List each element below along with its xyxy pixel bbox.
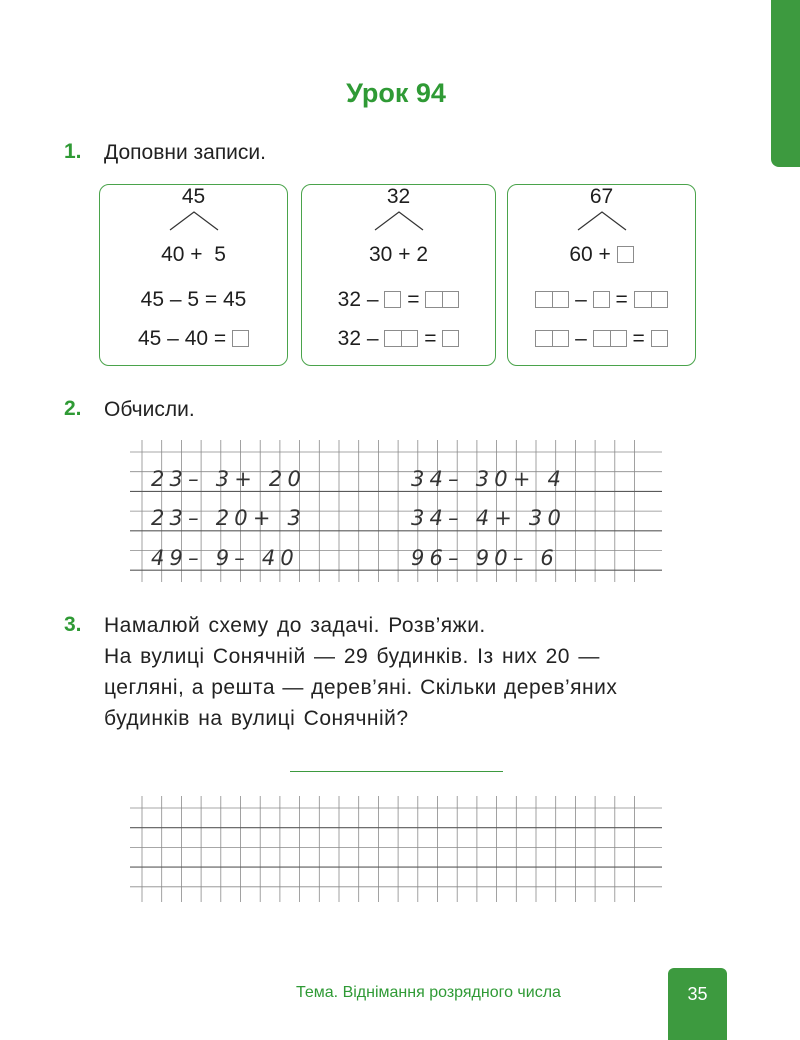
answer-box[interactable]	[232, 330, 249, 347]
answer-box[interactable]	[651, 330, 668, 347]
equation-2: – =	[508, 327, 695, 351]
equation-1: 45 – 5 = 45	[140, 288, 247, 311]
task-3-line-3: цегляні, а решта — дерев’яні. Скільки дерев’яних	[104, 676, 618, 699]
branch-lines	[373, 211, 425, 231]
answer-box[interactable]	[593, 291, 610, 308]
decomposition-line	[508, 243, 695, 267]
expression-2: 23– 20+ 3	[151, 506, 307, 530]
plus-sign: +	[190, 243, 203, 266]
two-digit-answer-box[interactable]	[535, 330, 569, 347]
ones-part: 2	[416, 243, 428, 266]
ones-part: 5	[214, 243, 226, 266]
whole-number: 45	[181, 185, 206, 208]
two-digit-answer-box[interactable]	[634, 291, 668, 308]
equation-1-text: 32 –	[337, 288, 379, 311]
decomposition-box-1	[99, 184, 288, 366]
expression-5: 34– 4+ 30	[411, 506, 567, 530]
two-digit-answer-box[interactable]	[535, 291, 569, 308]
whole-number: 67	[589, 185, 614, 208]
tens-part: 40	[161, 243, 185, 266]
decomposition-line	[302, 243, 495, 267]
task-2-instruction: Обчисли.	[104, 398, 195, 421]
lesson-title: Урок 94	[346, 78, 446, 108]
tens-part: 60	[569, 243, 593, 266]
expression-3: 49– 9– 40	[151, 546, 299, 570]
equation-1: – =	[508, 288, 695, 312]
task-2-number: 2.	[64, 397, 82, 420]
equation-2	[100, 327, 287, 351]
page-number-badge	[668, 968, 727, 1040]
two-digit-answer-box[interactable]	[425, 291, 459, 308]
task-3-line-2: На вулиці Сонячній — 29 будинків. Із них 20 —	[104, 645, 600, 668]
answer-box[interactable]	[617, 246, 634, 263]
whole-number: 32	[386, 185, 411, 208]
branch-lines	[576, 211, 628, 231]
task-3-line-4: будинків на вулиці Сонячній?	[104, 707, 409, 730]
decomposition-line	[100, 243, 287, 267]
task-1-instruction: Доповни записи.	[104, 141, 266, 164]
plus-sign: +	[398, 243, 411, 266]
plus-sign: +	[598, 243, 611, 266]
topic-footer: Тема. Віднімання розрядного числа	[296, 984, 561, 1001]
branch-lines	[168, 211, 220, 231]
task-1-number: 1.	[64, 140, 82, 163]
answer-line[interactable]	[290, 771, 503, 772]
squared-grid-task-3	[130, 796, 662, 902]
two-digit-answer-box[interactable]	[593, 330, 627, 347]
equation-1: 32 – =	[302, 288, 495, 312]
two-digit-answer-box[interactable]	[384, 330, 418, 347]
expression-1: 23– 3+ 20	[151, 467, 307, 491]
answer-box[interactable]	[442, 330, 459, 347]
page-number: 35	[687, 984, 708, 1004]
equation-2-text: 45 – 40 =	[137, 327, 227, 350]
equation-2-text: 32 –	[337, 327, 379, 350]
decomposition-box-3	[507, 184, 696, 366]
tens-part: 30	[369, 243, 393, 266]
answer-box[interactable]	[384, 291, 401, 308]
equation-2: 32 – =	[302, 327, 495, 351]
expression-6: 96– 90– 6	[411, 546, 559, 570]
decomposition-box-2	[301, 184, 496, 366]
task-3-number: 3.	[64, 613, 82, 636]
task-3-line-1: Намалюй схему до задачі. Розв’яжи.	[104, 614, 486, 637]
expression-4: 34– 30+ 4	[411, 467, 567, 491]
